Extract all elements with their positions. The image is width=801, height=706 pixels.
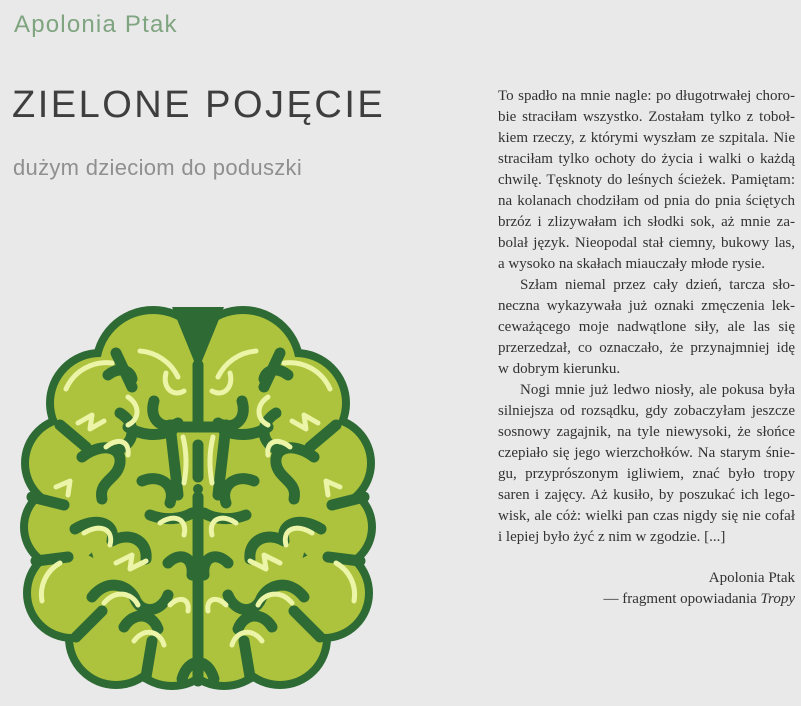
story-line: bolał język. Nieopodal stał ciemny, bukowy las, [498,235,795,251]
story-line: Szłam niemal przez cały dzień, tarcza sło- [520,277,795,293]
attribution-author: Apolonia Ptak [708,570,795,586]
story-line: kiem rzeczy, z którymi wyszłam ze szpitala. Nie [498,130,795,146]
story-line: sosnowy zagajnik, na tyle niewysoki, że słońce [498,424,795,440]
story-line: czepiało się jego wierzchołków. Na starym śnie- [498,445,795,461]
brain-illustration [20,305,376,691]
story-line: bie straciłam wszystko. Zostałam tylko z toboł- [498,109,795,125]
story-line: neczna wykazywała już oznaki zmęczenia lek- [498,298,795,314]
attribution-source [498,589,795,610]
story-line: chwilę. Tęsknoty do leśnych ścieżek. Pamiętam: [498,172,795,188]
story-line: i lepiej było żyć z nim w zgodzie. [...] [498,529,726,545]
story-line: silniejsza od rozsądku, gdy zobaczyłam jeszcze [498,403,795,419]
story-line: To spadło na mnie nagle: po długotrwałej choro- [498,88,795,104]
author-header: Apolonia Ptak [14,11,178,38]
right-column [498,86,795,610]
attribution [498,568,795,610]
story-line: w dobrym kierunku. [498,361,621,377]
story-text [498,86,795,548]
page-subtitle: dużym dzieciom do poduszki [13,155,303,180]
story-line: brzóz i zlizywałam ich słodki sok, aż mnie za- [498,214,795,230]
story-line: straciłam tylko ochoty do życia i walki o każdą [498,151,795,167]
story-line: ceważącego moje nadwątlone siły, ale las się [498,319,795,335]
story-line: wisk, ale cóż: wielki pan czas nigdy się nie cofał [498,508,795,524]
story-line: a wysoko na skałach miauczały młode rysie. [498,256,765,272]
story-line: gu, przyprószonym igliwiem, znać było tropy [498,466,795,482]
page-title: ZIELONE POJĘCIE [12,84,386,126]
attribution-work-title: Tropy [760,591,795,607]
story-line: Nogi mnie już ledwo niosły, ale pokusa była [520,382,795,398]
story-line: na kolanach chodziłam od pnia do pnia ściętych [498,193,795,209]
brain-illustration-container [20,305,376,691]
attribution-prefix: — fragment opowiadania [603,591,757,607]
story-line: saren i zajęcy. Aż kusiło, by poszukać ich lego- [498,487,795,503]
story-line: przerzedzał, co oznaczało, że przynajmniej idę [498,340,795,356]
